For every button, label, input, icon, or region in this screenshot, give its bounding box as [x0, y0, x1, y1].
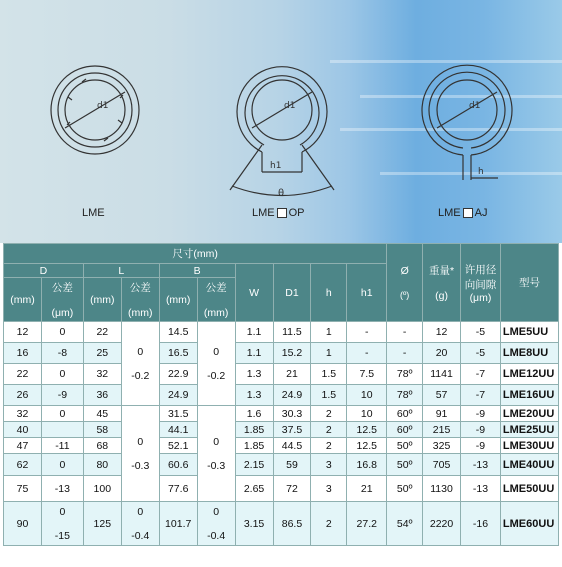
b-tol-header-label: 公差 — [205, 282, 227, 294]
caption-lme-aj-prefix: LME — [438, 207, 461, 219]
cell-phi: 78º — [387, 364, 423, 385]
cell-phi: 60º — [387, 406, 423, 422]
cell-weight: 325 — [423, 438, 461, 454]
cell-model: LME8UU — [500, 343, 558, 364]
b-header: B — [159, 264, 235, 278]
phi-header-unit: (º) — [400, 289, 410, 300]
cell-b: 14.5 — [159, 322, 197, 343]
spec-table — [3, 243, 559, 546]
cell-w: 1.85 — [235, 438, 273, 454]
cell-b-tol-bottom: -0.3 — [207, 459, 226, 472]
cell-d: 62 — [4, 454, 42, 476]
clearance-header-line2: 向间隙 — [464, 278, 497, 291]
caption-lme-aj — [438, 207, 487, 219]
cell-b-tol-top: 0 — [213, 505, 220, 518]
d-header: D — [4, 264, 84, 278]
cell-phi: 50º — [387, 438, 423, 454]
checkbox-square-icon — [277, 208, 287, 218]
h1-header: h1 — [347, 264, 387, 322]
cell-b-tol-bottom: -0.2 — [207, 369, 226, 382]
l-tol-header-unit: (mm) — [128, 307, 153, 319]
cell-phi: 54º — [387, 502, 423, 546]
cell-d: 47 — [4, 438, 42, 454]
d-tol-header-unit: (μm) — [51, 307, 74, 319]
b-tol-header-unit: (mm) — [203, 307, 229, 319]
table-row — [4, 364, 559, 385]
cell-d1: 30.3 — [273, 406, 311, 422]
cell-l-tol-top: 0 — [137, 345, 144, 358]
cell-model: LME12UU — [500, 364, 558, 385]
cell-h1: 10 — [347, 406, 387, 422]
l-tol-header — [121, 278, 159, 322]
cell-d-tol-bottom: -15 — [54, 529, 70, 542]
cell-weight: 215 — [423, 422, 461, 438]
cell-l-tol-top: 0 — [137, 505, 144, 518]
clearance-header-unit: (μm) — [469, 291, 492, 304]
cell-w: 1.1 — [235, 322, 273, 343]
cell-d-tol-top: 0 — [59, 505, 66, 518]
cell-phi: 60º — [387, 422, 423, 438]
cell-d: 12 — [4, 322, 42, 343]
cell-d: 16 — [4, 343, 42, 364]
cell-model: LME20UU — [500, 406, 558, 422]
cell-clearance: -13 — [461, 454, 501, 476]
cell-l-tol — [121, 406, 159, 502]
clearance-header-line1: 许用径 — [464, 263, 497, 276]
phi-header — [387, 244, 423, 322]
cell-weight: 1130 — [423, 476, 461, 502]
cell-d: 22 — [4, 364, 42, 385]
cell-h: 3 — [311, 476, 347, 502]
cell-w: 1.3 — [235, 385, 273, 406]
caption-lme-op — [252, 207, 305, 219]
cell-d1: 15.2 — [273, 343, 311, 364]
cell-clearance: -5 — [461, 343, 501, 364]
cell-model: LME50UU — [500, 476, 558, 502]
cell-d1: 37.5 — [273, 422, 311, 438]
caption-lme-op-suffix: OP — [288, 207, 305, 219]
cell-b: 44.1 — [159, 422, 197, 438]
cell-phi: - — [387, 322, 423, 343]
cell-h1: - — [347, 343, 387, 364]
cell-d-tol: 0 — [41, 364, 83, 385]
cell-h1: 7.5 — [347, 364, 387, 385]
cell-weight: 57 — [423, 385, 461, 406]
cell-l-tol — [121, 322, 159, 406]
cell-phi: 50º — [387, 454, 423, 476]
cell-model: LME60UU — [500, 502, 558, 546]
theta-label: θ — [278, 188, 285, 199]
cell-b: 31.5 — [159, 406, 197, 422]
cell-d-tol: 0 — [41, 406, 83, 422]
cell-d: 90 — [4, 502, 42, 546]
table-row — [4, 406, 559, 422]
cell-l-tol-bottom: -0.2 — [131, 369, 150, 382]
cell-w: 1.1 — [235, 343, 273, 364]
cell-h: 1 — [311, 343, 347, 364]
d1-label-2: d1 — [284, 101, 296, 111]
d1-header: D1 — [273, 264, 311, 322]
cell-phi: - — [387, 343, 423, 364]
cell-clearance: -7 — [461, 364, 501, 385]
cell-l-tol-bottom: -0.4 — [131, 529, 150, 542]
cell-b: 16.5 — [159, 343, 197, 364]
clearance-header — [461, 244, 501, 322]
caption-lme-aj-suffix: AJ — [474, 207, 488, 219]
lme-ring-drawing — [51, 66, 139, 154]
h-label: h — [478, 167, 484, 177]
cell-l: 100 — [83, 476, 121, 502]
cell-l: 25 — [83, 343, 121, 364]
cell-model: LME40UU — [500, 454, 558, 476]
cell-h: 1.5 — [311, 385, 347, 406]
cell-clearance: -16 — [461, 502, 501, 546]
cell-b: 52.1 — [159, 438, 197, 454]
cell-d-tol: -11 — [41, 438, 83, 454]
l-tol-header-label: 公差 — [129, 282, 151, 294]
cell-d1: 21 — [273, 364, 311, 385]
cell-d-tol: -13 — [41, 476, 83, 502]
cell-d1: 86.5 — [273, 502, 311, 546]
cell-w: 1.3 — [235, 364, 273, 385]
cell-h1: 16.8 — [347, 454, 387, 476]
cell-w: 3.15 — [235, 502, 273, 546]
cell-l: 58 — [83, 422, 121, 438]
cell-h1: 12.5 — [347, 438, 387, 454]
cell-b-tol-bottom: -0.4 — [207, 529, 226, 542]
d-tol-header — [41, 278, 83, 322]
cell-d: 26 — [4, 385, 42, 406]
cell-b: 77.6 — [159, 476, 197, 502]
cell-l: 80 — [83, 454, 121, 476]
cell-d1: 59 — [273, 454, 311, 476]
cell-l: 22 — [83, 322, 121, 343]
cell-b: 101.7 — [159, 502, 197, 546]
cell-l-tol — [121, 502, 159, 546]
cell-clearance: -5 — [461, 322, 501, 343]
checkbox-square-icon — [463, 208, 473, 218]
cell-model: LME5UU — [500, 322, 558, 343]
cell-clearance: -7 — [461, 385, 501, 406]
cell-d-tol: -9 — [41, 385, 83, 406]
cell-d: 40 — [4, 422, 42, 438]
d1-label-1: d1 — [97, 101, 109, 111]
d-unit-header: (mm) — [4, 278, 42, 322]
cell-clearance: -9 — [461, 438, 501, 454]
cell-d-tol — [41, 422, 83, 438]
phi-header-label: Ø — [400, 264, 409, 277]
cell-h: 1.5 — [311, 364, 347, 385]
cell-d1: 44.5 — [273, 438, 311, 454]
table-row — [4, 385, 559, 406]
l-unit-header: (mm) — [83, 278, 121, 322]
cell-b-tol — [197, 502, 235, 546]
cell-l: 45 — [83, 406, 121, 422]
table-row — [4, 422, 559, 438]
table-row — [4, 476, 559, 502]
cell-d: 32 — [4, 406, 42, 422]
cell-d: 75 — [4, 476, 42, 502]
cell-weight: 705 — [423, 454, 461, 476]
d1-label-3: d1 — [469, 101, 481, 111]
cell-h: 2 — [311, 502, 347, 546]
caption-lme — [82, 207, 105, 219]
lme-aj-ring-drawing — [422, 65, 512, 180]
cell-h: 1 — [311, 322, 347, 343]
cell-l: 32 — [83, 364, 121, 385]
cell-weight: 91 — [423, 406, 461, 422]
model-header: 型号 — [500, 244, 558, 322]
cell-phi: 50º — [387, 476, 423, 502]
cell-h1: 10 — [347, 385, 387, 406]
cell-b: 22.9 — [159, 364, 197, 385]
size-group-header: 尺寸(mm) — [4, 244, 387, 264]
cell-l-tol-top: 0 — [137, 435, 144, 448]
cell-w: 2.15 — [235, 454, 273, 476]
header-row-1 — [4, 244, 559, 264]
weight-header-label: 重量* — [429, 265, 455, 277]
table-row — [4, 343, 559, 364]
cell-b: 24.9 — [159, 385, 197, 406]
l-header: L — [83, 264, 159, 278]
cell-h1: 21 — [347, 476, 387, 502]
caption-lme-op-prefix: LME — [252, 207, 275, 219]
cell-b: 60.6 — [159, 454, 197, 476]
cell-model: LME30UU — [500, 438, 558, 454]
cell-b-tol-top: 0 — [213, 345, 220, 358]
cell-b-tol-top: 0 — [213, 435, 220, 448]
cell-h: 2 — [311, 438, 347, 454]
cell-weight: 12 — [423, 322, 461, 343]
cell-weight: 2220 — [423, 502, 461, 546]
cell-d1: 72 — [273, 476, 311, 502]
cell-clearance: -9 — [461, 422, 501, 438]
b-tol-header — [197, 278, 235, 322]
cell-b-tol — [197, 322, 235, 406]
b-unit-header: (mm) — [159, 278, 197, 322]
cell-h: 2 — [311, 422, 347, 438]
h1-label: h1 — [270, 161, 282, 171]
cell-h: 2 — [311, 406, 347, 422]
cell-phi: 78º — [387, 385, 423, 406]
cell-model: LME16UU — [500, 385, 558, 406]
cell-l: 68 — [83, 438, 121, 454]
d-tol-header-label: 公差 — [51, 282, 73, 294]
cell-b-tol — [197, 406, 235, 502]
cell-d1: 11.5 — [273, 322, 311, 343]
cell-h1: 12.5 — [347, 422, 387, 438]
table-row — [4, 502, 559, 546]
cell-d-tol: -8 — [41, 343, 83, 364]
caption-lme-text: LME — [82, 207, 105, 219]
cell-l-tol-bottom: -0.3 — [131, 459, 150, 472]
table-row — [4, 322, 559, 343]
lme-op-ring-drawing — [230, 67, 334, 196]
cell-w: 2.65 — [235, 476, 273, 502]
cell-h1: 27.2 — [347, 502, 387, 546]
weight-header-unit: (g) — [435, 290, 448, 302]
cell-weight: 20 — [423, 343, 461, 364]
cell-d-tol: 0 — [41, 454, 83, 476]
diagram-panel — [0, 0, 562, 243]
cell-d-tol: 0 — [41, 322, 83, 343]
cell-weight: 1141 — [423, 364, 461, 385]
h-header: h — [311, 264, 347, 322]
cell-w: 1.85 — [235, 422, 273, 438]
w-header: W — [235, 264, 273, 322]
cell-model: LME25UU — [500, 422, 558, 438]
table-row — [4, 454, 559, 476]
cell-l: 36 — [83, 385, 121, 406]
cell-clearance: -13 — [461, 476, 501, 502]
cell-h1: - — [347, 322, 387, 343]
weight-header — [423, 244, 461, 322]
cell-d1: 24.9 — [273, 385, 311, 406]
cell-h: 3 — [311, 454, 347, 476]
cell-clearance: -9 — [461, 406, 501, 422]
table-row — [4, 438, 559, 454]
cell-w: 1.6 — [235, 406, 273, 422]
cell-d-tol — [41, 502, 83, 546]
cell-l: 125 — [83, 502, 121, 546]
